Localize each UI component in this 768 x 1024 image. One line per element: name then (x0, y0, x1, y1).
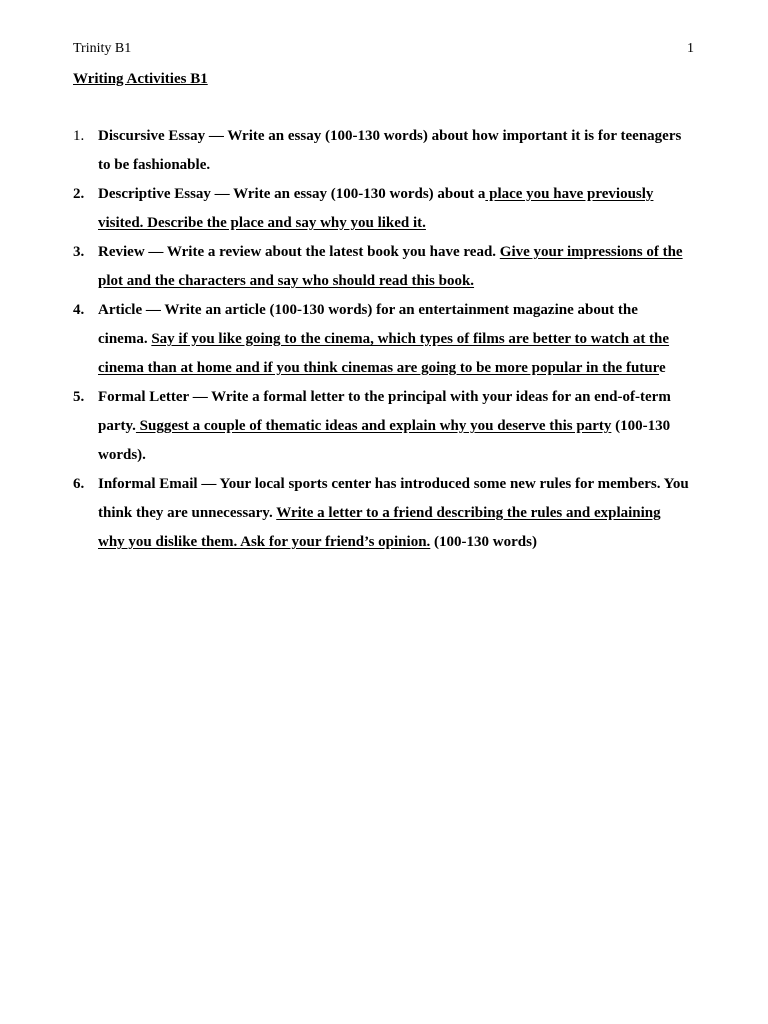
task-separator: — (188, 389, 212, 405)
running-header: Trinity B1 (73, 41, 132, 56)
task-separator: — (142, 302, 165, 318)
task-type: Review (98, 244, 145, 260)
task-text: Your local sports center has introduced some new rules for members. You think they are unnecessary. (98, 476, 689, 521)
task-text: Write a review about the latest book you have read. (166, 244, 500, 260)
task-number: 1. (73, 128, 85, 144)
task-number: 6. (73, 476, 85, 492)
task-text: Write an essay (100-130 words) about how important it is for teenagers to be fashionable. (98, 128, 682, 173)
task-item-formal-letter (73, 383, 689, 470)
task-type: Article (98, 302, 143, 318)
task-type: Informal Email (98, 476, 198, 492)
task-underlined-text: Say if you like going to the cinema, which types of films are better to watch at the cinema than at home and if you think cinemas are going to be more popular in the futur (98, 331, 670, 376)
task-underlined-text: Give your impressions of the plot and the characters and say who should read this book. (98, 244, 683, 289)
task-tail-text: (100-130 words). (98, 418, 671, 463)
task-text: Write an essay (100-130 words) about a (233, 186, 486, 202)
task-type: Formal Letter (98, 389, 189, 405)
task-item-descriptive-essay (73, 180, 689, 238)
task-underlined-text: place you have previously visited. Describe the place and say why you liked it. (98, 186, 654, 231)
task-text: Write a formal letter to the principal with your ideas for an end-of-term party. (98, 389, 671, 434)
task-separator: — (197, 476, 220, 492)
task-number: 3. (73, 244, 85, 260)
task-item-article (73, 296, 689, 383)
task-separator: — (210, 186, 234, 202)
task-type: Discursive Essay (98, 128, 206, 144)
task-number: 2. (73, 186, 85, 202)
task-underlined-text: Write a letter to a friend describing the rules and explaining why you dislike them. Ask for your friend’s opinion. (98, 505, 661, 550)
writing-task-list (73, 122, 689, 557)
task-separator: — (144, 244, 167, 260)
task-tail-text: e (659, 360, 666, 376)
task-tail-text: (100-130 words) (430, 534, 537, 550)
task-item-review (73, 238, 689, 296)
task-item-informal-email (73, 470, 689, 557)
page-number: 1 (687, 41, 694, 56)
document-title: Writing Activities B1 (73, 71, 208, 87)
task-number: 5. (73, 389, 85, 405)
task-item-discursive-essay (73, 122, 689, 180)
task-text: Write an article (100-130 words) for an entertainment magazine about the cinema. (98, 302, 638, 347)
task-type: Descriptive Essay (98, 186, 211, 202)
task-number: 4. (73, 302, 85, 318)
task-separator: — (205, 128, 228, 144)
task-underlined-text: Suggest a couple of thematic ideas and explain why you deserve this party (135, 418, 612, 434)
